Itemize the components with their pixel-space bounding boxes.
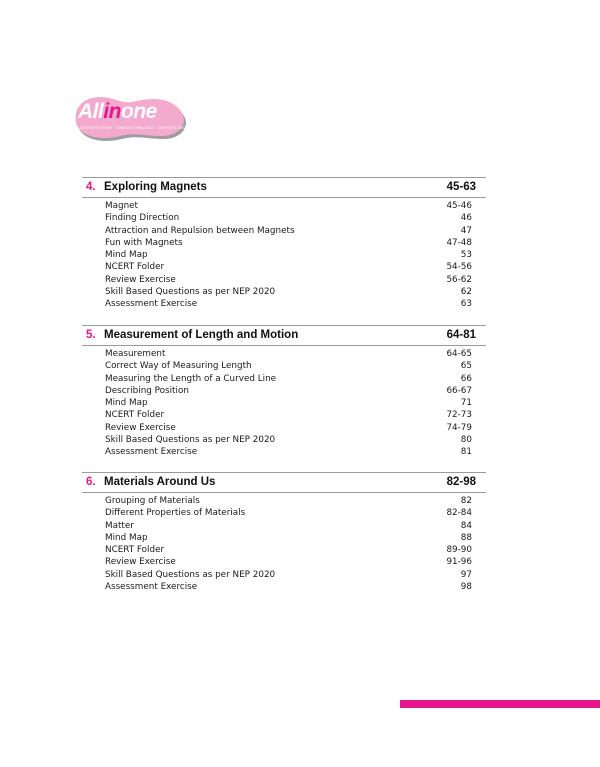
toc-entry: Skill Based Questions as per NEP 2020 62: [105, 286, 472, 297]
chapter-title: Exploring Magnets: [104, 181, 207, 193]
chapter-page-range: 64-81: [446, 329, 476, 341]
toc-entry: Skill Based Questions as per NEP 2020 97: [105, 569, 472, 580]
toc-entry: NCERT Folder 54-56: [105, 262, 472, 273]
chapter-number: 5.: [86, 329, 96, 341]
toc-entry: Different Properties of Materials 82-84: [105, 508, 472, 519]
toc-entry: Measuring the Length of a Curved Line 66: [105, 373, 472, 384]
chapter-section: [82, 472, 486, 593]
chapter-header: [82, 325, 486, 346]
toc-entry: Matter 84: [105, 520, 472, 531]
toc-entry: Attraction and Repulsion between Magnets 47: [105, 225, 472, 236]
toc-entry: Mind Map 71: [105, 398, 472, 408]
chapter-section: [82, 177, 486, 310]
toc-entry: Assessment Exercise 98: [105, 581, 472, 592]
topic-list: [82, 493, 486, 593]
toc-entry: Magnet 45-46: [105, 201, 472, 211]
chapter-page-range: 45-63: [446, 181, 476, 193]
chapter-number: 6.: [86, 476, 96, 488]
topic-list: [82, 346, 486, 458]
chapter-title: Measurement of Length and Motion: [104, 329, 299, 341]
chapter-number: 4.: [86, 181, 96, 193]
toc-entry: Review Exercise 74-79: [105, 422, 472, 433]
toc-entry: Describing Position 66-67: [105, 385, 472, 396]
toc-entry: Fun with Magnets 47-48: [105, 237, 472, 248]
toc-entry: Mind Map 88: [105, 532, 472, 543]
toc-entry: NCERT Folder 72-73: [105, 410, 472, 421]
toc-entry: Measurement 64-65: [105, 349, 472, 359]
chapter-title: Materials Around Us: [104, 476, 216, 488]
logo-tagline: COMPLETE STUDY · COMPLETE PRACTICE · COMPLETE ASSESSMENT: [80, 126, 202, 130]
topic-list: [82, 198, 486, 310]
chapter-section: [82, 325, 486, 458]
toc-entry: Skill Based Questions as per NEP 2020 80: [105, 434, 472, 445]
toc-entry: Mind Map 53: [105, 250, 472, 260]
toc-entry: Assessment Exercise 81: [105, 447, 472, 457]
logo-wordmark: Allinone: [78, 100, 157, 123]
toc-entry: Assessment Exercise 63: [105, 299, 472, 309]
toc-entry: Grouping of Materials 82: [105, 496, 472, 506]
chapter-page-range: 82-98: [446, 476, 476, 488]
allinone-logo: [70, 92, 202, 144]
toc-entry: Review Exercise 91-96: [105, 557, 472, 568]
toc-entry: NCERT Folder 89-90: [105, 545, 472, 555]
toc-entry: Correct Way of Measuring Length 65: [105, 361, 472, 372]
chapter-header: [82, 472, 486, 493]
toc-entry: Finding Direction 46: [105, 213, 472, 224]
decorative-accent-bar: [400, 700, 600, 708]
toc-entry: Review Exercise 56-62: [105, 274, 472, 285]
chapter-header: [82, 177, 486, 198]
